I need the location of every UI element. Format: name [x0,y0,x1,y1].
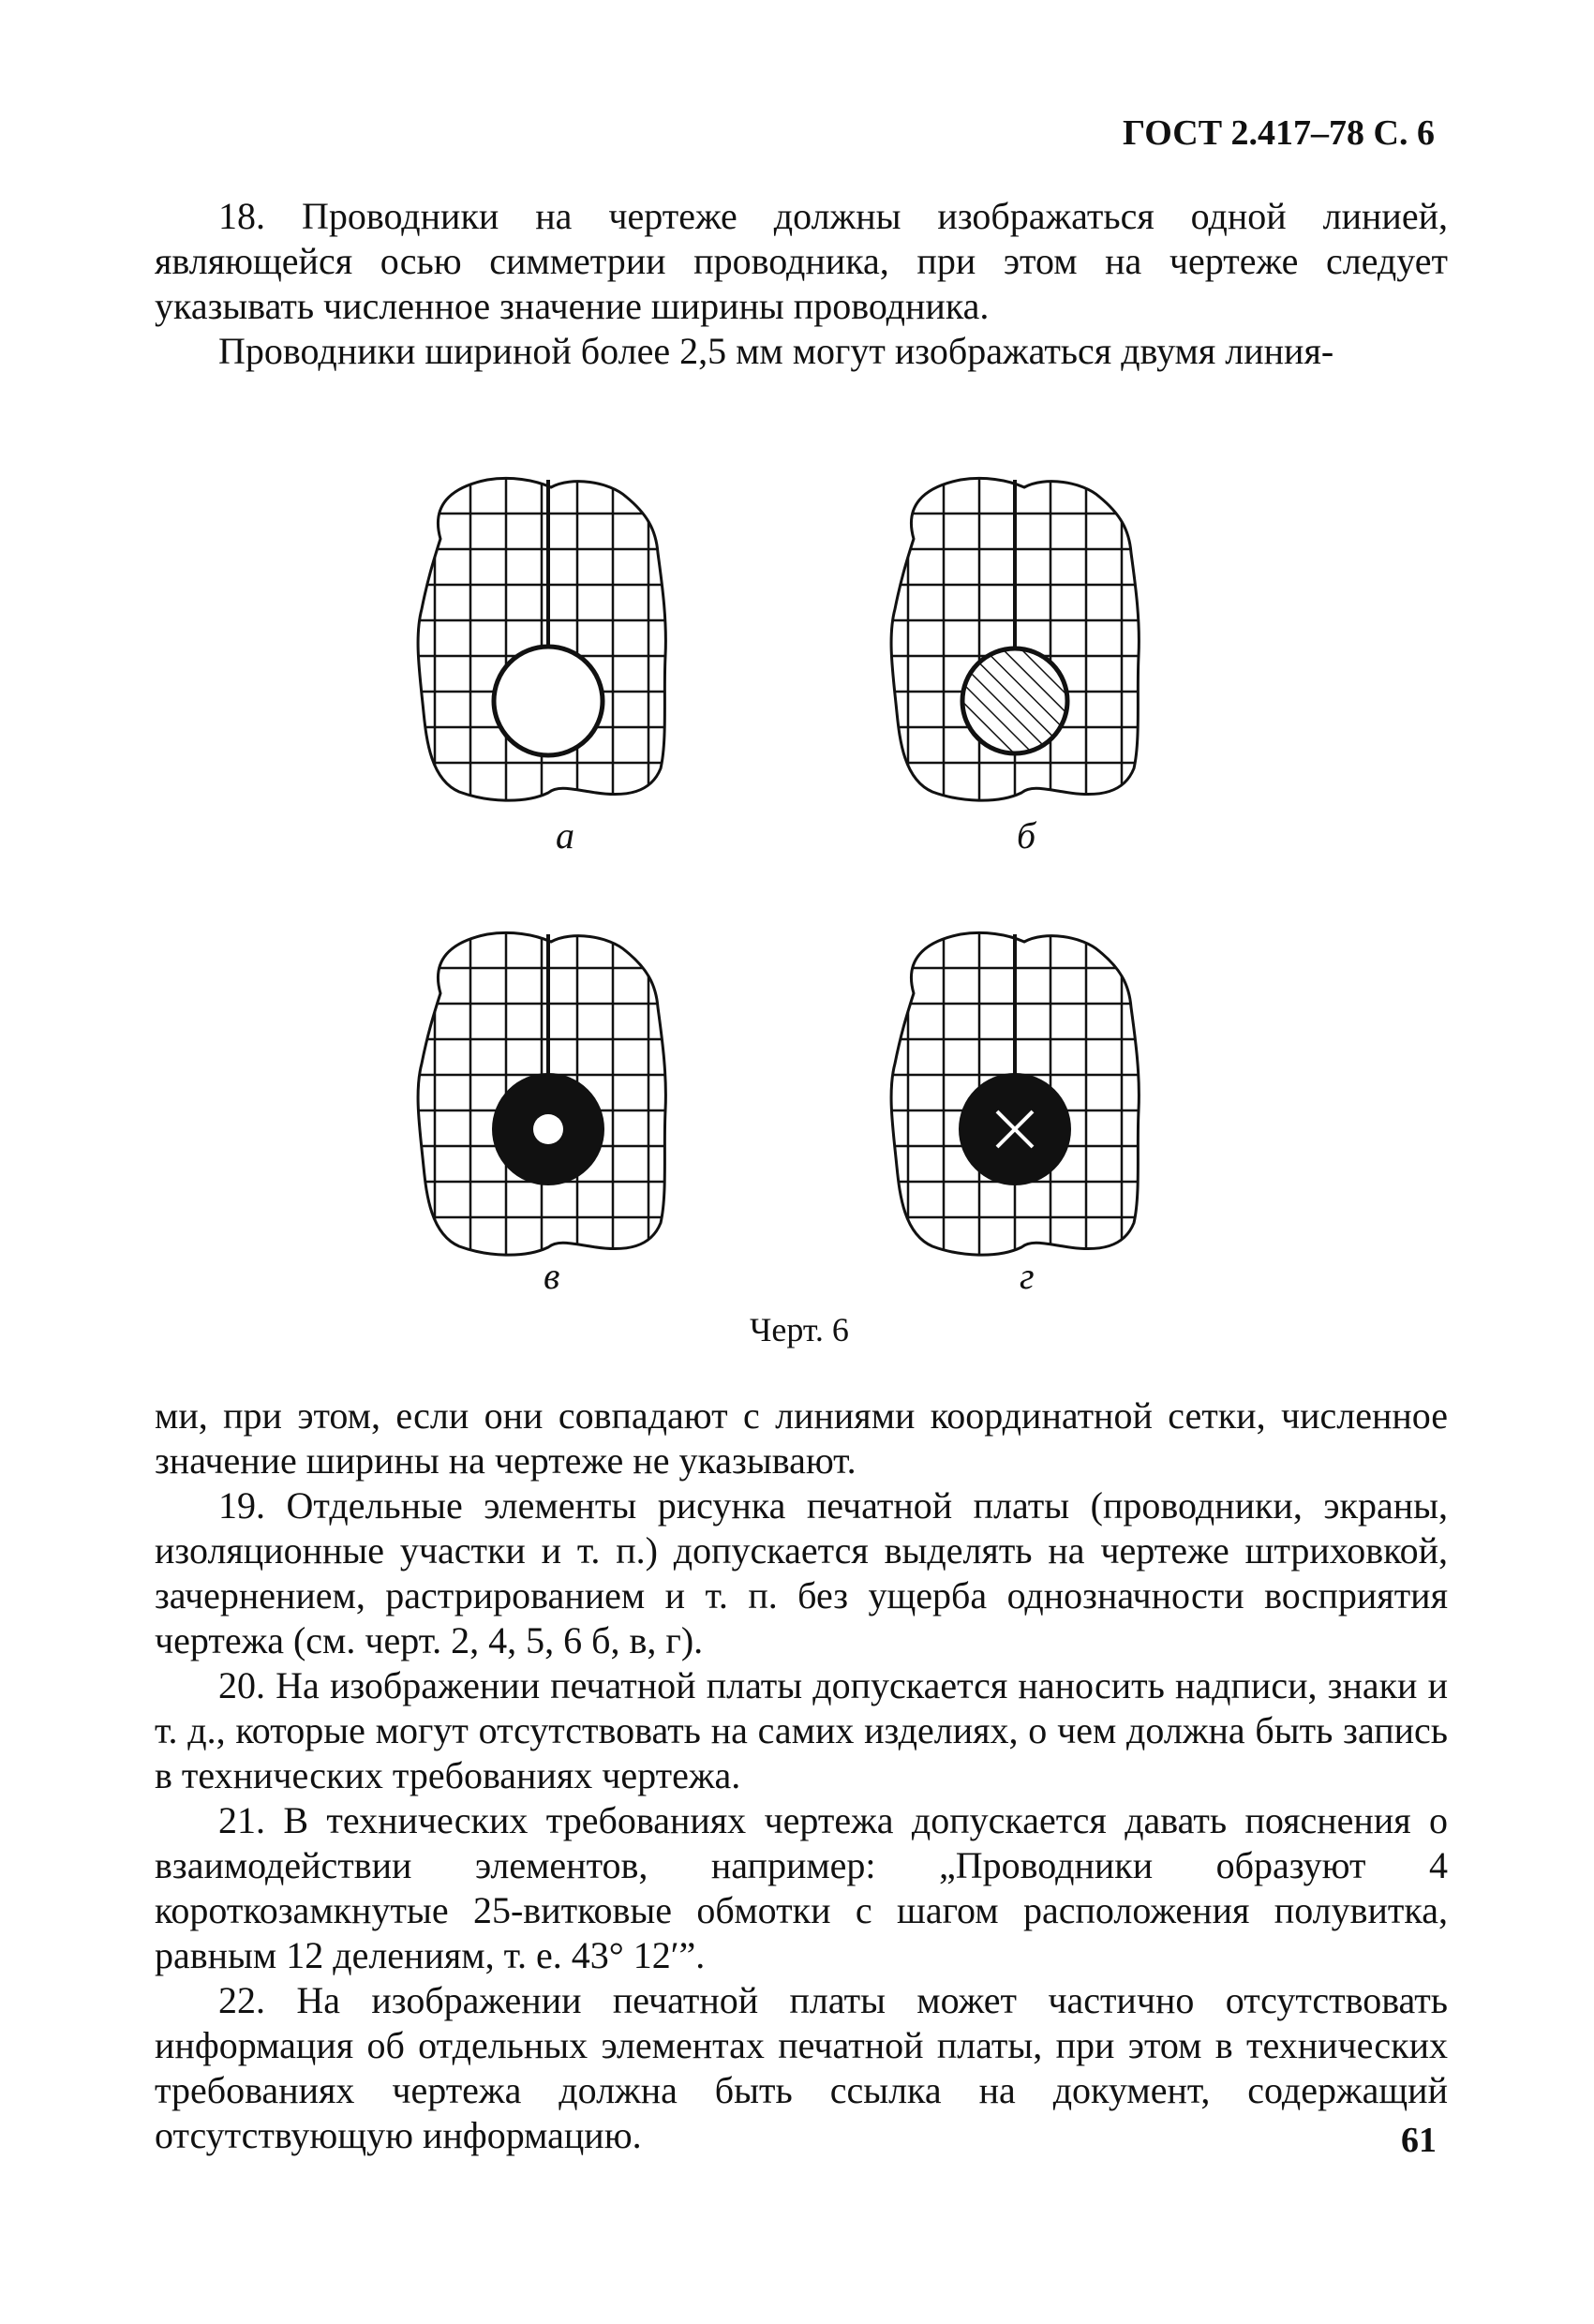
panel-c [394,904,693,1279]
page-number: 61 [1401,2121,1437,2160]
label-g: г [1020,1255,1035,1297]
label-v: в [544,1255,560,1297]
paragraph-21: 21. В технических требованиях чертежа допускается давать пояснения о взаимодействии элементов, например: „Проводники образуют 4 короткозамкнутые 25-витковые обмотки с шагом расположения полувитка, равным 12 делениям, т. е. 43° 12′”. [155,1799,1448,1976]
figure-caption: Черт. 6 [750,1311,849,1348]
paragraph-22: 22. На изображении печатной платы может частично отсутствовать информация об отдельных элементах печатной платы, при этом в технических требованиях чертежа должна быть ссылка на документ, содержащий отсутствующую информацию. [155,1979,1448,2156]
bottom-text-block [155,1393,1448,2158]
label-b: б [1017,814,1036,857]
paragraph-20: 20. На изображении печатной платы допускается наносить надписи, знаки и т. д., которые могут отсутствовать на самих изделиях, о чем должна быть запись в технических требованиях чертежа. [155,1664,1448,1796]
panel-a [394,450,693,825]
label-a: а [556,814,574,857]
panel-d [867,904,1167,1279]
paragraph-19: 19. Отдельные элементы рисунка печатной платы (проводники, экраны, изоляционные участки и т. п.) допускается выделять на чертеже штриховкой, зачернением, растрированием и т. п. без ущерба однозначности восприятия чертежа (см. черт. 2, 4, 5, 6 б, в, г). [155,1484,1448,1661]
paragraph-18-end: ми, при этом, если они совпадают с линиями координатной сетки, численное значение ширины на чертеже не указывают. [155,1394,1448,1482]
paragraph-18-continuation: Проводники шириной более 2,5 мм могут изображаться двумя линия- [218,330,1334,372]
paragraph-18: 18. Проводники на чертеже должны изображаться одной линией, являющейся осью симметрии проводника, при этом на чертеже следует указывать численное значение ширины проводника. [155,195,1448,327]
page-header: ГОСТ 2.417–78 С. 6 [1123,113,1435,153]
panel-b [867,450,1167,825]
